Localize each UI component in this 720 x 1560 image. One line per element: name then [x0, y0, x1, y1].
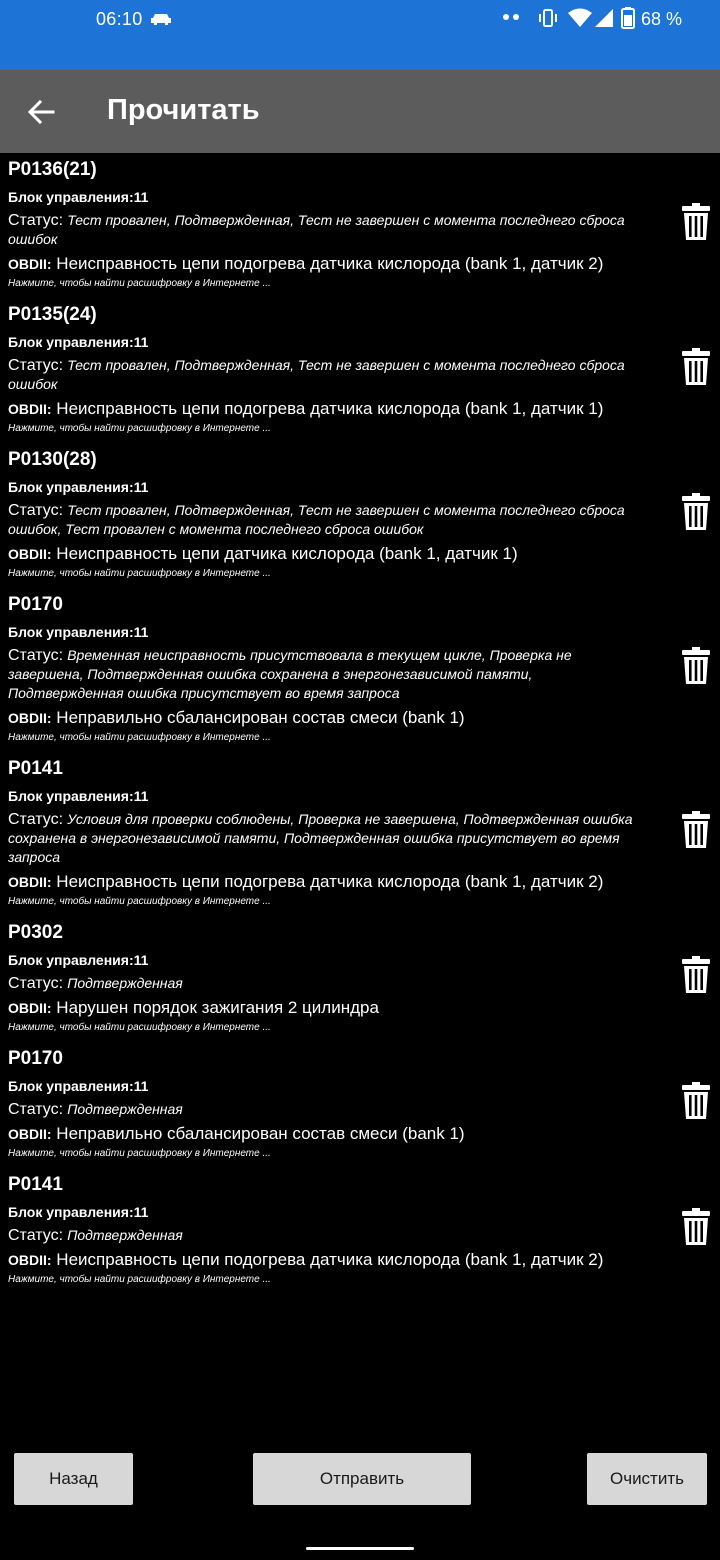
list-item[interactable] [0, 588, 720, 752]
status-label: Статус: [8, 1227, 64, 1244]
control-unit [8, 1076, 650, 1096]
control-unit-value: 11 [133, 624, 149, 640]
obd-description-text: Нарушен порядок зажигания 2 цилиндра [56, 998, 379, 1017]
obd-description [8, 253, 650, 275]
control-unit [8, 477, 650, 497]
status-value: Подтвержденная [67, 1227, 183, 1243]
obd-label: OBDII: [8, 256, 52, 272]
control-unit [8, 187, 650, 207]
status-label: Статус: [8, 975, 64, 992]
vibrate-icon [537, 8, 559, 28]
obd-description-text: Неисправность цепи подогрева датчика кислорода (bank 1, датчик 1) [56, 399, 604, 418]
clear-button[interactable]: Очистить [587, 1453, 707, 1505]
trash-icon[interactable] [682, 348, 710, 386]
app-bar [0, 70, 720, 153]
arrow-left-icon[interactable] [26, 97, 56, 127]
control-unit-value: 11 [133, 952, 149, 968]
list-item[interactable] [0, 1168, 720, 1294]
status-label: Статус: [8, 647, 64, 664]
dtc-status [8, 646, 650, 703]
search-hint-link[interactable]: Нажмите, чтобы найти расшифровку в Интернете ... [8, 1274, 271, 1285]
obd-description [8, 398, 650, 420]
page-title: Прочитать [107, 94, 260, 126]
control-unit-label: Блок управления: [8, 1078, 134, 1094]
status-label: Статус: [8, 357, 64, 374]
status-value: Тест провален, Подтвержденная, Тест не завершен с момента последнего сброса ошибок, Тест провален с момента последнего сброса ошибок [8, 502, 625, 537]
obd-description-text: Неправильно сбалансирован состав смеси (bank 1) [56, 1124, 465, 1143]
status-value: Условия для проверки соблюдены, Проверка не завершена, Подтвержденная ошибка сохранена в энергонезависимой памяти, Подтвержденная ошибка присутствует во время запроса [8, 811, 633, 865]
list-item[interactable] [0, 443, 720, 588]
status-label: Статус: [8, 1101, 64, 1118]
control-unit-value: 11 [133, 788, 149, 804]
dtc-status [8, 211, 650, 249]
dtc-status [8, 501, 650, 539]
obd-description [8, 1123, 650, 1145]
dtc-code: P0170 [8, 1048, 63, 1069]
code-list [0, 153, 720, 1294]
send-button[interactable]: Отправить [253, 1453, 471, 1505]
obd-label: OBDII: [8, 1000, 52, 1016]
trash-icon[interactable] [682, 811, 710, 849]
home-indicator[interactable] [306, 1547, 414, 1550]
control-unit-value: 11 [133, 189, 149, 205]
status-label: Статус: [8, 811, 64, 828]
trash-icon[interactable] [682, 1082, 710, 1120]
control-unit-value: 11 [133, 479, 149, 495]
dtc-code: P0135(24) [8, 304, 97, 325]
search-hint-link[interactable]: Нажмите, чтобы найти расшифровку в Интернете ... [8, 732, 271, 743]
obd-description-text: Неисправность цепи подогрева датчика кислорода (bank 1, датчик 2) [56, 1250, 604, 1269]
dtc-status [8, 1226, 650, 1245]
list-item[interactable] [0, 752, 720, 916]
dtc-code: P0170 [8, 594, 63, 615]
search-hint-link[interactable]: Нажмите, чтобы найти расшифровку в Интернете ... [8, 1022, 271, 1033]
search-hint-link[interactable]: Нажмите, чтобы найти расшифровку в Интернете ... [8, 568, 271, 579]
status-value: Тест провален, Подтвержденная, Тест не завершен с момента последнего сброса ошибок [8, 212, 625, 247]
list-item[interactable] [0, 916, 720, 1042]
car-icon [150, 12, 172, 26]
obd-description-text: Неисправность цепи подогрева датчика кислорода (bank 1, датчик 2) [56, 254, 604, 273]
status-value: Подтвержденная [67, 1101, 183, 1117]
obd-description [8, 1249, 650, 1271]
control-unit [8, 950, 650, 970]
obd-description-text: Неисправность цепи подогрева датчика кислорода (bank 1, датчик 2) [56, 872, 604, 891]
obd-description-text: Неправильно сбалансирован состав смеси (bank 1) [56, 708, 465, 727]
obd-label: OBDII: [8, 874, 52, 890]
dtc-status [8, 974, 650, 993]
search-hint-link[interactable]: Нажмите, чтобы найти расшифровку в Интернете ... [8, 1148, 271, 1159]
back-button[interactable]: Назад [14, 1453, 133, 1505]
dtc-status [8, 1100, 650, 1119]
dtc-code: P0130(28) [8, 449, 97, 470]
control-unit [8, 622, 650, 642]
signal-icon [594, 8, 614, 28]
obd-description-text: Неисправность цепи датчика кислорода (bank 1, датчик 1) [56, 544, 518, 563]
control-unit-value: 11 [133, 1078, 149, 1094]
control-unit-value: 11 [133, 334, 149, 350]
battery-icon [621, 7, 635, 29]
control-unit-value: 11 [133, 1204, 149, 1220]
battery-percent: 68 % [641, 9, 683, 29]
dtc-status [8, 810, 650, 867]
trash-icon[interactable] [682, 1208, 710, 1246]
list-item[interactable] [0, 1042, 720, 1168]
search-hint-link[interactable]: Нажмите, чтобы найти расшифровку в Интернете ... [8, 278, 271, 289]
control-unit-label: Блок управления: [8, 952, 134, 968]
control-unit [8, 332, 650, 352]
status-bar [0, 0, 720, 70]
control-unit-label: Блок управления: [8, 624, 134, 640]
control-unit-label: Блок управления: [8, 189, 134, 205]
dtc-code: P0141 [8, 758, 63, 779]
trash-icon[interactable] [682, 203, 710, 241]
obd-label: OBDII: [8, 546, 52, 562]
dtc-code: P0302 [8, 922, 63, 943]
trash-icon[interactable] [682, 493, 710, 531]
search-hint-link[interactable]: Нажмите, чтобы найти расшифровку в Интернете ... [8, 896, 271, 907]
obd-description [8, 871, 650, 893]
control-unit [8, 1202, 650, 1222]
trash-icon[interactable] [682, 647, 710, 685]
status-label: Статус: [8, 502, 64, 519]
status-value: Тест провален, Подтвержденная, Тест не завершен с момента последнего сброса ошибок [8, 357, 625, 392]
list-item[interactable] [0, 298, 720, 443]
status-value: Временная неисправность присутствовала в текущем цикле, Проверка не завершена, Подтвержденная ошибка сохранена в энергонезависимой памяти, Подтвержденная ошибка присутствует во время запроса [8, 647, 572, 701]
obd-label: OBDII: [8, 401, 52, 417]
trash-icon[interactable] [682, 956, 710, 994]
obd-description [8, 707, 650, 729]
obd-label: OBDII: [8, 710, 52, 726]
obd-description [8, 543, 650, 565]
status-value: Подтвержденная [67, 975, 183, 991]
wifi-icon [568, 8, 592, 28]
obd-label: OBDII: [8, 1126, 52, 1142]
clock: 06:10 [96, 9, 143, 29]
control-unit-label: Блок управления: [8, 788, 134, 804]
list-item[interactable] [0, 153, 720, 298]
control-unit [8, 786, 650, 806]
obd-description [8, 997, 650, 1019]
status-label: Статус: [8, 212, 64, 229]
dots-icon [501, 10, 521, 24]
dtc-code: P0136(21) [8, 159, 97, 180]
dtc-code: P0141 [8, 1174, 63, 1195]
obd-label: OBDII: [8, 1252, 52, 1268]
dtc-status [8, 356, 650, 394]
search-hint-link[interactable]: Нажмите, чтобы найти расшифровку в Интернете ... [8, 423, 271, 434]
control-unit-label: Блок управления: [8, 479, 134, 495]
control-unit-label: Блок управления: [8, 1204, 134, 1220]
control-unit-label: Блок управления: [8, 334, 134, 350]
